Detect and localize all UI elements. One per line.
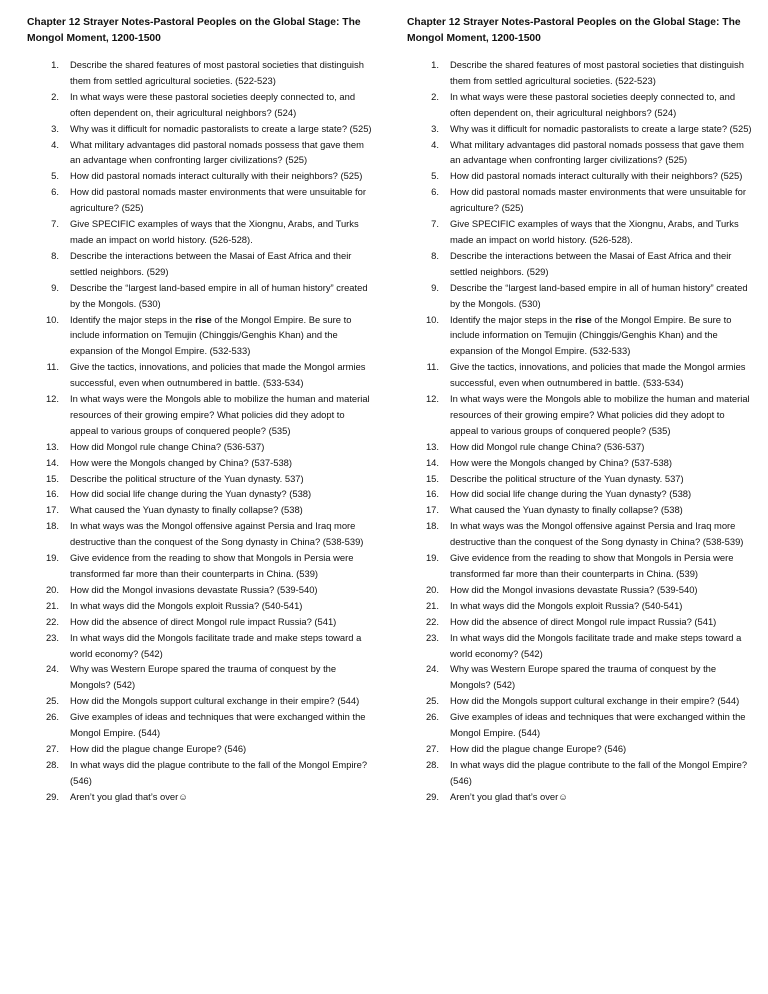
question-item: [27, 168, 372, 184]
question-number: 15.: [425, 472, 439, 484]
question-item: [27, 598, 372, 614]
question-item: [407, 280, 752, 312]
question-number: 9.: [431, 281, 439, 293]
question-number: 27.: [425, 742, 439, 754]
question-number: 3.: [51, 122, 59, 134]
question-item: [27, 248, 372, 280]
emphasis-text: rise: [575, 313, 592, 325]
question-text: Give examples of ideas and techniques that were exchanged within the Mongol Empire. (544): [70, 711, 366, 739]
question-item: [27, 471, 372, 487]
question-text: In what ways were the Mongols able to mobilize the human and material resources of their growing empire? What policies did they adopt to appeal to various groups of conquered people? (535): [70, 393, 370, 436]
question-text: Describe the “largest land-based empire in all of human history” created by the Mongols. (530): [70, 281, 368, 309]
question-number: 24.: [425, 663, 439, 675]
question-text: Why was Western Europe spared the trauma of conquest by the Mongols? (542): [70, 663, 337, 691]
document-title: Chapter 12 Strayer Notes-Pastoral Peoples on the Global Stage: The Mongol Moment, 1200-1500: [407, 17, 741, 44]
question-item: [407, 57, 752, 89]
question-number: 24.: [45, 663, 59, 675]
question-text: How did Mongol rule change China? (536-537): [450, 440, 645, 452]
question-number: 19.: [425, 552, 439, 564]
question-number: 18.: [425, 520, 439, 532]
question-item: [27, 630, 372, 662]
question-number: 22.: [45, 615, 59, 627]
question-text-part: of the Mongol Empire. Be sure to include information on Temujin (Chinggis/Genghis Khan) and the expansion of the Mongol Empire. (532-533): [450, 313, 732, 357]
question-item: [27, 280, 372, 312]
question-text: Describe the shared features of most pastoral societies that distinguish them from settled agricultural societies. (522-523): [450, 59, 744, 86]
left-column: [27, 15, 372, 805]
question-text: Describe the political structure of the Yuan dynasty. 537): [450, 472, 684, 484]
question-item: [27, 757, 372, 789]
question-text: Give evidence from the reading to show that Mongols in Persia were transformed far more than their counterparts in China. (539): [450, 552, 734, 579]
question-number: 13.: [425, 440, 439, 452]
question-text: How did the Mongol invasions devastate Russia? (539-540): [450, 583, 698, 595]
question-text: In what ways was the Mongol offensive against Persia and Iraq more destructive than the conquest of the Song dynasty in China? (538-539): [70, 520, 364, 548]
question-text: How did the Mongol invasions devastate Russia? (539-540): [70, 583, 318, 595]
question-number: 17.: [425, 504, 439, 516]
question-text: In what ways did the Mongols facilitate trade and make steps toward a world economy? (542): [450, 631, 742, 659]
question-item: [407, 582, 752, 598]
question-text: Give the tactics, innovations, and policies that made the Mongol armies successful, even when outnumbered in battle. (533-534): [70, 361, 366, 389]
question-text: How did the absence of direct Mongol rule impact Russia? (541): [70, 615, 337, 627]
question-number: 23.: [425, 631, 439, 643]
question-text: How did the plague change Europe? (546): [450, 742, 627, 754]
question-text: Describe the political structure of the Yuan dynasty. 537): [70, 472, 304, 484]
question-item: [27, 137, 372, 169]
question-number: 6.: [431, 186, 439, 198]
question-item: [407, 693, 752, 709]
question-item: [407, 502, 752, 518]
question-item: [407, 598, 752, 614]
question-number: 5.: [51, 170, 59, 182]
question-item: [27, 359, 372, 391]
question-item: [407, 471, 752, 487]
question-text: In what ways were the Mongols able to mobilize the human and material resources of their growing empire? What policies did they adopt to appeal to various groups of conquered people? (535): [450, 393, 750, 436]
question-text: Give SPECIFIC examples of ways that the Xiongnu, Arabs, and Turks made an impact on world history. (526-528).: [450, 218, 739, 245]
question-text: How did Mongol rule change China? (536-537): [70, 440, 265, 452]
question-text: Aren’t you glad that’s over☺: [450, 790, 568, 802]
question-text: In what ways did the Mongols exploit Russia? (540-541): [70, 599, 303, 611]
question-item: [407, 216, 752, 248]
question-list: [407, 57, 752, 805]
question-item: [27, 550, 372, 582]
question-item: [407, 184, 752, 216]
question-number: 12.: [425, 393, 439, 405]
question-item: [27, 614, 372, 630]
question-number: 2.: [431, 90, 439, 102]
question-item: [27, 789, 372, 805]
question-text: [70, 314, 351, 357]
question-number: 29.: [45, 790, 59, 802]
question-number: 16.: [425, 488, 439, 500]
question-number: 22.: [425, 615, 439, 627]
question-item: [407, 137, 752, 169]
question-item: [27, 582, 372, 598]
question-item: [407, 248, 752, 280]
question-text: How did pastoral nomads interact culturally with their neighbors? (525): [70, 170, 363, 182]
question-text: In what ways was the Mongol offensive against Persia and Iraq more destructive than the conquest of the Song dynasty in China? (538-539): [450, 520, 744, 548]
question-text-part: of the Mongol Empire. Be sure to include information on Temujin (Chinggis/Genghis Khan) and the expansion of the Mongol Empire. (532-533): [70, 313, 352, 357]
question-text: How did pastoral nomads interact culturally with their neighbors? (525): [450, 170, 743, 182]
question-number: 27.: [45, 742, 59, 754]
question-number: 1.: [51, 59, 59, 70]
question-number: 2.: [51, 90, 59, 102]
question-number: 21.: [425, 599, 439, 611]
question-item: [407, 614, 752, 630]
question-item: [407, 89, 752, 121]
question-number: 23.: [45, 631, 59, 643]
question-item: [407, 455, 752, 471]
question-number: 3.: [431, 122, 439, 134]
question-item: [27, 518, 372, 550]
question-number: 29.: [425, 790, 439, 802]
question-item: [27, 709, 372, 741]
question-item: [407, 741, 752, 757]
question-number: 25.: [45, 695, 59, 707]
question-text: In what ways did the plague contribute to the fall of the Mongol Empire? (546): [450, 758, 748, 786]
question-item: [27, 216, 372, 248]
question-text: How were the Mongols changed by China? (537-538): [70, 456, 293, 468]
question-number: 13.: [45, 440, 59, 452]
question-number: 14.: [45, 456, 59, 468]
question-item: [407, 121, 752, 137]
question-number: 12.: [45, 393, 59, 405]
question-list: [27, 57, 372, 805]
question-text: What military advantages did pastoral nomads possess that gave them an advantage when confronting larger civilizations? (525): [450, 138, 744, 166]
question-text: Give examples of ideas and techniques that were exchanged within the Mongol Empire. (544): [450, 711, 746, 739]
question-number: 21.: [45, 599, 59, 611]
question-number: 26.: [425, 711, 439, 723]
question-text: Describe the shared features of most pastoral societies that distinguish them from settled agricultural societies. (522-523): [70, 59, 364, 86]
question-item: [407, 439, 752, 455]
question-item: [27, 89, 372, 121]
question-item: [27, 57, 372, 89]
question-number: 7.: [51, 218, 59, 230]
question-text: In what ways did the plague contribute to the fall of the Mongol Empire? (546): [70, 758, 368, 786]
question-text: What military advantages did pastoral nomads possess that gave them an advantage when confronting larger civilizations? (525): [70, 138, 364, 166]
question-text: How did the Mongols support cultural exchange in their empire? (544): [70, 695, 360, 707]
question-text: Describe the interactions between the Masai of East Africa and their settled neighbors. (529): [450, 249, 732, 277]
question-number: 16.: [45, 488, 59, 500]
question-item: [407, 661, 752, 693]
question-item: [27, 184, 372, 216]
question-number: 1.: [431, 59, 439, 70]
question-text: Describe the “largest land-based empire in all of human history” created by the Mongols. (530): [450, 281, 748, 309]
question-item: [27, 486, 372, 502]
question-text: Give evidence from the reading to show that Mongols in Persia were transformed far more than their counterparts in China. (539): [70, 552, 354, 579]
question-text: Describe the interactions between the Masai of East Africa and their settled neighbors. (529): [70, 249, 352, 277]
question-item: [407, 312, 752, 360]
question-text: Why was it difficult for nomadic pastoralists to create a large state? (525): [70, 122, 372, 134]
question-number: 26.: [45, 711, 59, 723]
question-text: Aren’t you glad that’s over☺: [70, 790, 188, 802]
question-number: 9.: [51, 281, 59, 293]
question-text: In what ways did the Mongols facilitate trade and make steps toward a world economy? (542): [70, 631, 362, 659]
question-item: [27, 693, 372, 709]
question-text-part: Identify the major steps in the: [450, 313, 576, 325]
question-number: 8.: [431, 249, 439, 261]
question-number: 28.: [425, 758, 439, 770]
question-text: What caused the Yuan dynasty to finally collapse? (538): [450, 504, 683, 516]
question-item: [27, 121, 372, 137]
question-text: How did pastoral nomads master environments that were unsuitable for agriculture? (525): [450, 186, 746, 214]
question-item: [407, 630, 752, 662]
question-number: 20.: [45, 583, 59, 595]
question-text: How were the Mongols changed by China? (537-538): [450, 456, 673, 468]
question-item: [27, 312, 372, 360]
question-text: How did the plague change Europe? (546): [70, 742, 247, 754]
question-text: Why was it difficult for nomadic pastoralists to create a large state? (525): [450, 122, 752, 134]
question-number: 11.: [46, 361, 59, 373]
question-number: 6.: [51, 186, 59, 198]
question-item: [27, 502, 372, 518]
question-item: [407, 518, 752, 550]
question-number: 17.: [45, 504, 59, 516]
question-text: Give the tactics, innovations, and policies that made the Mongol armies successful, even when outnumbered in battle. (533-534): [450, 361, 746, 389]
question-text-part: Identify the major steps in the: [70, 313, 196, 325]
question-number: 18.: [45, 520, 59, 532]
question-number: 10.: [425, 313, 439, 325]
question-item: [407, 757, 752, 789]
question-text: Why was Western Europe spared the trauma of conquest by the Mongols? (542): [450, 663, 717, 691]
question-text: What caused the Yuan dynasty to finally collapse? (538): [70, 504, 303, 516]
question-text: In what ways did the Mongols exploit Russia? (540-541): [450, 599, 683, 611]
question-item: [27, 455, 372, 471]
question-text: How did pastoral nomads master environments that were unsuitable for agriculture? (525): [70, 186, 366, 214]
question-text: In what ways were these pastoral societies deeply connected to, and often dependent on, their agricultural neighbors? (524): [70, 90, 356, 118]
question-item: [407, 168, 752, 184]
question-number: 19.: [45, 552, 59, 564]
question-item: [407, 359, 752, 391]
question-item: [27, 661, 372, 693]
question-item: [407, 486, 752, 502]
question-number: 5.: [431, 170, 439, 182]
question-text: How did social life change during the Yuan dynasty? (538): [450, 488, 692, 500]
question-number: 10.: [45, 313, 59, 325]
question-item: [407, 789, 752, 805]
question-number: 20.: [425, 583, 439, 595]
question-number: 25.: [425, 695, 439, 707]
question-item: [407, 709, 752, 741]
question-text: How did the Mongols support cultural exchange in their empire? (544): [450, 695, 740, 707]
question-text: How did the absence of direct Mongol rule impact Russia? (541): [450, 615, 717, 627]
question-item: [27, 439, 372, 455]
question-item: [27, 391, 372, 439]
question-text: How did social life change during the Yuan dynasty? (538): [70, 488, 312, 500]
question-number: 15.: [45, 472, 59, 484]
question-number: 8.: [51, 249, 59, 261]
question-number: 14.: [425, 456, 439, 468]
question-number: 4.: [431, 138, 439, 150]
question-number: 7.: [431, 218, 439, 230]
question-item: [27, 741, 372, 757]
question-text: Give SPECIFIC examples of ways that the Xiongnu, Arabs, and Turks made an impact on world history. (526-528).: [70, 218, 359, 245]
question-item: [407, 391, 752, 439]
emphasis-text: rise: [195, 313, 212, 325]
question-text: In what ways were these pastoral societies deeply connected to, and often dependent on, their agricultural neighbors? (524): [450, 90, 736, 118]
question-item: [407, 550, 752, 582]
right-column: [407, 15, 752, 805]
question-number: 4.: [51, 138, 59, 150]
question-number: 11.: [426, 361, 439, 373]
question-number: 28.: [45, 758, 59, 770]
document-title: Chapter 12 Strayer Notes-Pastoral Peoples on the Global Stage: The Mongol Moment, 1200-1500: [27, 17, 361, 44]
question-text: [450, 314, 731, 357]
